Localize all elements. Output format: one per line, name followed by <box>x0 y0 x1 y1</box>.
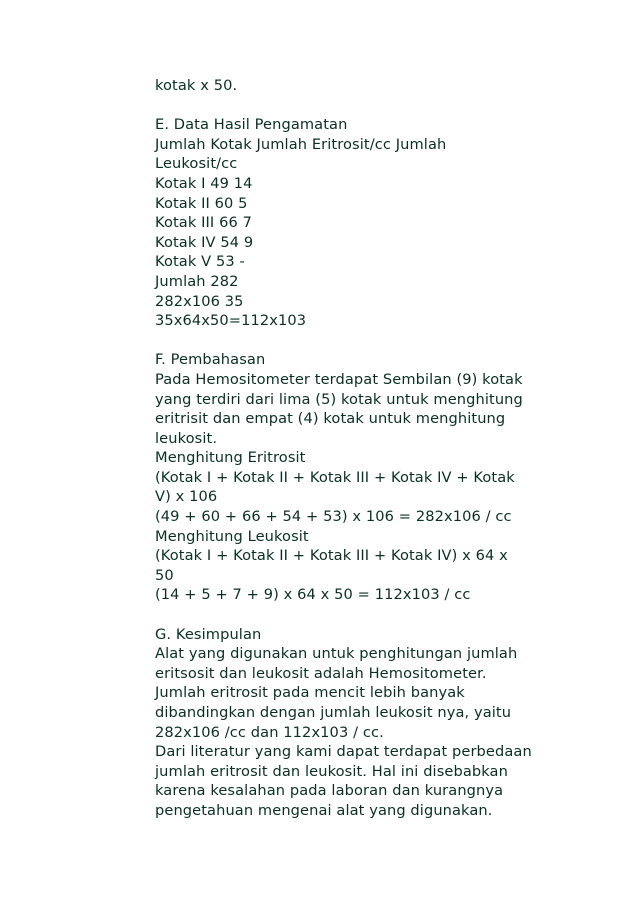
formula-line: 50 <box>155 566 174 584</box>
data-row: Kotak V 53 - <box>155 253 245 271</box>
data-row: 282x106 35 <box>155 292 244 310</box>
paragraph-line: karena kesalahan pada laboran dan kurangnya <box>155 782 504 800</box>
formula-line: (14 + 5 + 7 + 9) x 64 x 50 = 112x103 / cc <box>155 586 471 604</box>
paragraph-line: Dari literatur yang kami dapat terdapat perbedaan <box>155 743 532 761</box>
subheading-line: Menghitung Leukosit <box>155 527 309 545</box>
section-heading-e: E. Data Hasil Pengamatan <box>155 116 348 134</box>
data-row: 35x64x50=112x103 <box>155 312 307 330</box>
paragraph-line: leukosit. <box>155 429 218 447</box>
paragraph-line: Pada Hemositometer terdapat Sembilan (9) kotak <box>155 370 523 388</box>
paragraph-line: yang terdiri dari lima (5) kotak untuk menghitung <box>155 390 523 408</box>
paragraph-line: Jumlah eritrosit pada mencit lebih banyak <box>155 684 465 702</box>
paragraph-line: Alat yang digunakan untuk penghitungan jumlah <box>155 645 518 663</box>
formula-line: (Kotak I + Kotak II + Kotak III + Kotak IV + Kotak <box>155 468 515 486</box>
blank-line <box>155 605 585 625</box>
paragraph-line: eritrisit dan empat (4) kotak untuk menghitung <box>155 410 506 428</box>
paragraph-line: pengetahuan mengenai alat yang digunakan. <box>155 801 493 819</box>
data-row: Kotak III 66 7 <box>155 214 252 232</box>
formula-line: V) x 106 <box>155 488 218 506</box>
blank-line <box>155 331 585 351</box>
section-heading-g: G. Kesimpulan <box>155 625 262 643</box>
formula-line: (49 + 60 + 66 + 54 + 53) x 106 = 282x106 / cc <box>155 508 512 526</box>
formula-line: (Kotak I + Kotak II + Kotak III + Kotak IV) x 64 x <box>155 547 508 565</box>
data-row: Kotak IV 54 9 <box>155 233 254 251</box>
paragraph-line: dibandingkan dengan jumlah leukosit nya, yaitu <box>155 704 512 721</box>
paragraph-line: jumlah eritrosit dan leukosit. Hal ini disebabkan <box>155 762 508 780</box>
data-row: Jumlah 282 <box>155 272 239 290</box>
paragraph-line: 282x106 /cc dan 112x103 / cc. <box>155 723 384 741</box>
text-line: kotak x 50. <box>155 77 238 94</box>
table-header-line: Jumlah Kotak Jumlah Eritrosit/cc Jumlah <box>155 135 447 153</box>
data-row: Kotak I 49 14 <box>155 174 253 192</box>
data-row: Kotak II 60 5 <box>155 194 248 212</box>
paragraph-line: eritsosit dan leukosit adalah Hemositometer. <box>155 664 487 682</box>
blank-line <box>155 96 585 116</box>
section-heading-f: F. Pembahasan <box>155 351 266 369</box>
document-body <box>155 76 585 821</box>
subheading-line: Menghitung Eritrosit <box>155 449 306 467</box>
table-header-line: Leukosit/cc <box>155 155 238 173</box>
